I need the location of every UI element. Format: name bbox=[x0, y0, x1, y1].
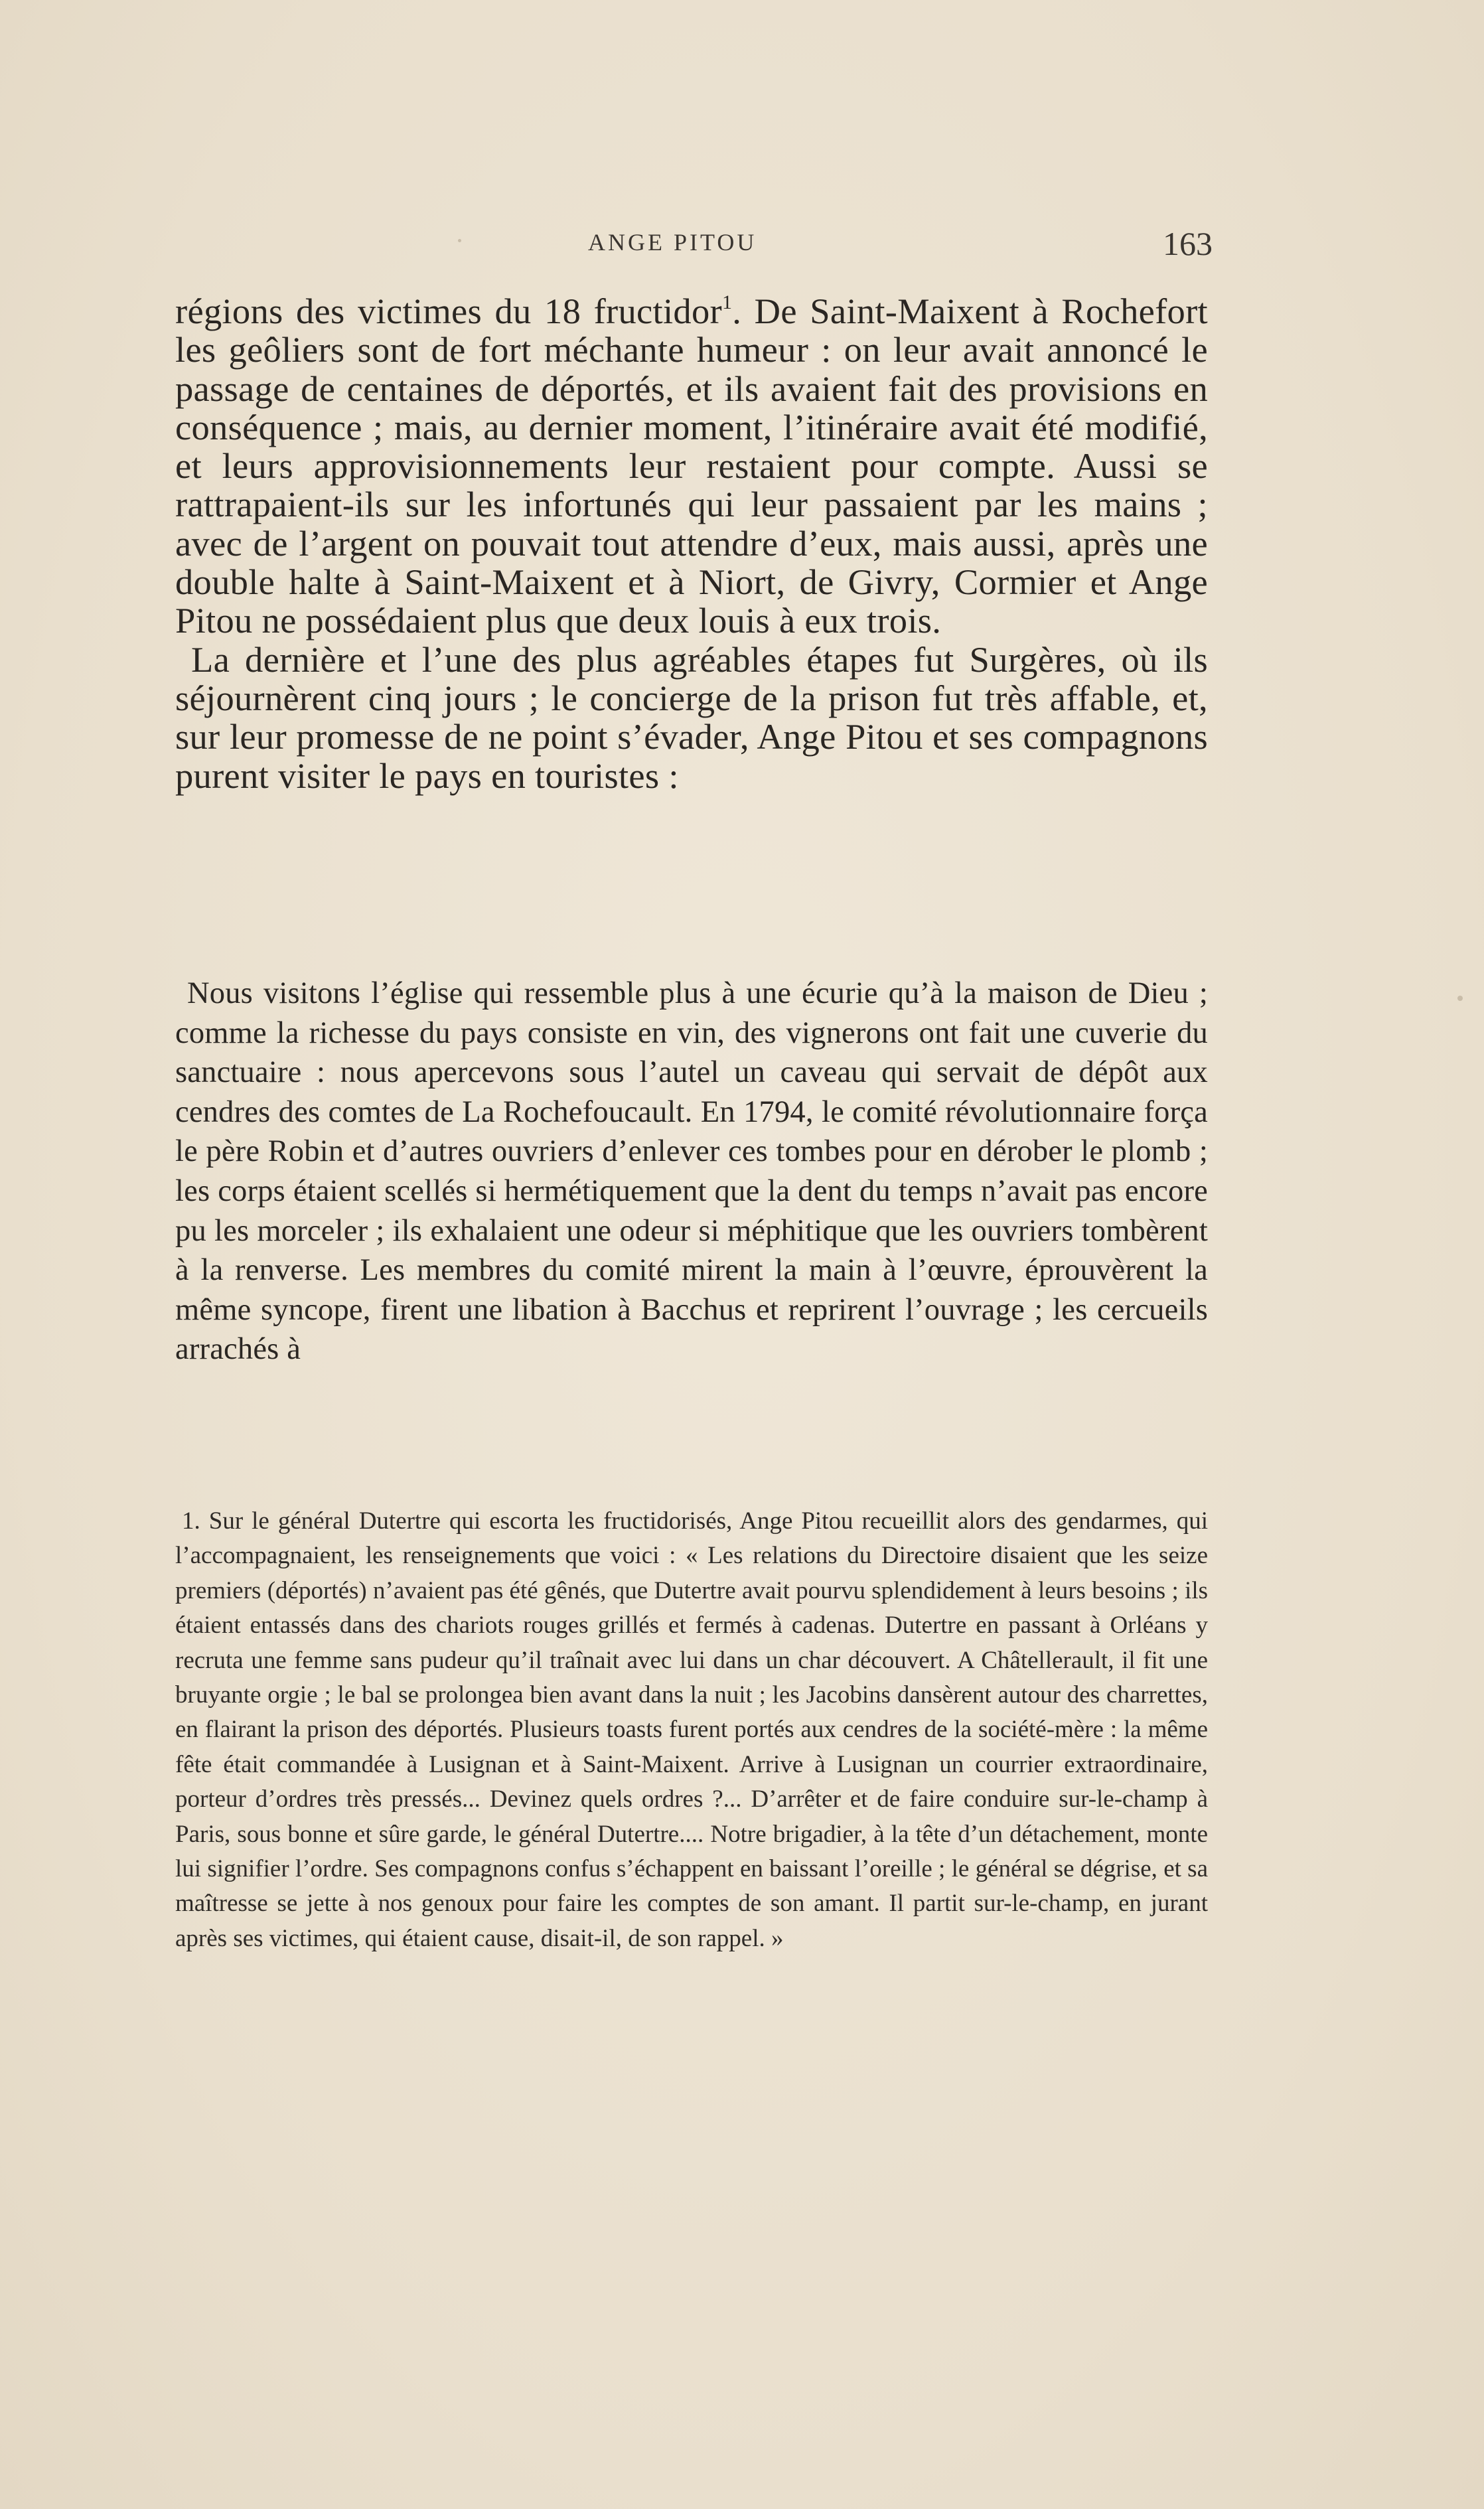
paragraph-1-before-note: régions des victimes du 18 fructidor bbox=[175, 291, 722, 331]
body-paragraph-2: La dernière et l’une des plus agréables étapes fut Surgères, où ils séjournèrent cinq jours ; le concierge de la prison fut très affable, et, sur leur promesse de ne point s’évader, Ange Pitou et ses compagnons purent visiter le pays en touristes : bbox=[175, 639, 1208, 796]
page-number: 163 bbox=[1163, 225, 1213, 262]
paper-speck bbox=[1457, 996, 1463, 1001]
footnote-reference: 1 bbox=[721, 291, 733, 313]
body-text bbox=[175, 292, 1208, 795]
paragraph-1-after-note: . De Saint-Maixent à Rochefort les geôliers sont de fort méchante humeur : on leur avait annoncé le passage de centaines de déportés, et ils avaient fait des provisions en conséquence ; mais, au dernier moment, l’itinéraire avait été modifié, et leurs approvisionnements leur restaient pour compte. Aussi se rattrapaient-ils sur les infortunés qui leur passaient par les mains ; avec de l’argent on pouvait tout attendre d’eux, mais aussi, après une double halte à Saint-Maixent et à Niort, de Givry, Cormier et Ange Pitou ne possédaient plus que deux louis à eux trois. bbox=[175, 291, 1208, 641]
page-header bbox=[0, 224, 1484, 264]
running-title: ANGE PITOU bbox=[588, 229, 757, 256]
footnote-text: 1. Sur le général Dutertre qui escorta les fructidorisés, Ange Pitou recueillit alors des gendarmes, qui l’accompagnaient, les renseignements que voici : « Les relations du Directoire disaient que les seize premiers (déportés) n’avaient pas été gênés, que Dutertre avait pourvu splendidement à leurs besoins ; ils étaient entassés dans des chariots rouges grillés et fermés à cadenas. Dutertre en passant à Orléans y recruta une femme sans pudeur qu’il traînait avec lui dans un char découvert. A Châtellerault, il fit une bruyante orgie ; le bal se prolongea bien avant dans la nuit ; les Jacobins dansèrent autour des charrettes, en flairant la prison des déportés. Plusieurs toasts furent portés aux cendres de la société-mère : la même fête était commandée à Lusignan et à Saint-Maixent. Arrive à Lusignan un courrier extraordinaire, porteur d’ordres très pressés... Devinez quels ordres ?... D’arrêter et de faire conduire sur-le-champ à Paris, sous bonne et sûre garde, le général Dutertre.... Notre brigadier, à la tête d’un détachement, monte lui signifier l’ordre. Ses compagnons confus s’échappent en baissant l’oreille ; le général se dégrise, et sa maîtresse se jette à nos genoux pour faire les comptes de son amant. Il partit sur-le-champ, en jurant après ses victimes, qui étaient cause, disait-il, de son rappel. » bbox=[175, 1507, 1208, 1952]
quote-paragraph: Nous visitons l’église qui ressemble plus à une écurie qu’à la maison de Dieu ; comme la richesse du pays consiste en vin, des vignerons ont fait une cuverie du sanctuaire : nous apercevons sous l’autel un caveau qui servait de dépôt aux cendres des comtes de La Rochefoucault. En 1794, le comité révolutionnaire força le père Robin et d’autres ouvriers d’enlever ces tombes pour en dérober le plomb ; les corps étaient scellés si hermétiquement que la dent du temps n’avait pas encore pu les morceler ; ils exhalaient une odeur si méphitique que les ouvriers tombèrent à la renverse. Les membres du comité mirent la main à l’œuvre, éprouvèrent la même syncope, firent une libation à Bacchus et reprirent l’ouvrage ; les cercueils arrachés à bbox=[175, 976, 1208, 1367]
body-paragraph-1 bbox=[175, 292, 1208, 641]
footnote bbox=[175, 1504, 1208, 1956]
block-quote bbox=[175, 974, 1208, 1369]
